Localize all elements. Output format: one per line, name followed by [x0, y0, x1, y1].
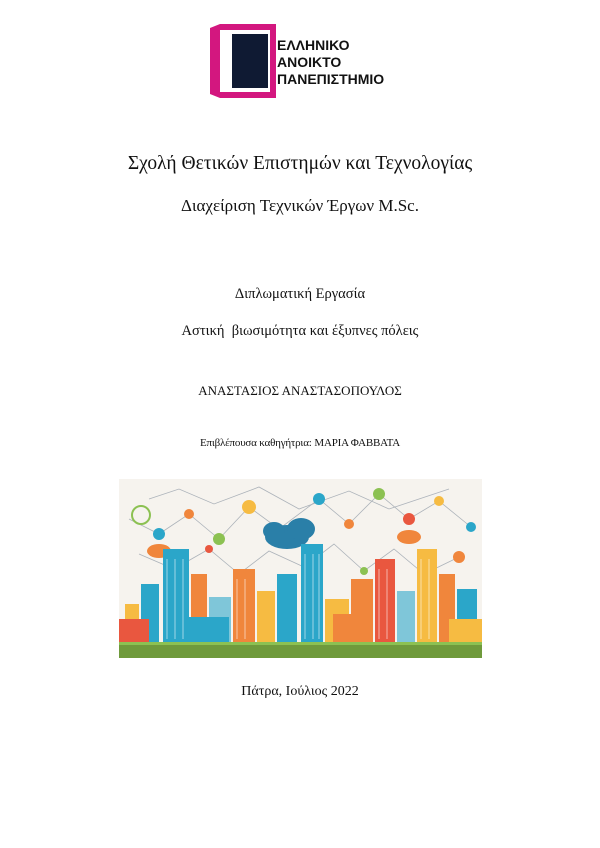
logo-line-2: ΑΝΟΙΚΤΟ — [277, 54, 342, 70]
place-and-date: Πάτρα, Ιούλιος 2022 — [241, 684, 359, 699]
logo-wordmark — [277, 37, 384, 88]
school-name: Σχολή Θετικών Επιστημών και Τεχνολογίας — [127, 153, 473, 174]
supervisor-label: Επιβλέπουσα καθηγήτρια: — [199, 437, 312, 449]
thesis-type: Διπλωματική Εργασία — [234, 286, 366, 302]
supervisor-name: ΜΑΡΙΑ ΦΑΒΒΑΤΑ — [314, 437, 401, 449]
supervisor-line — [0, 437, 600, 449]
program-name: Διαχείριση Τεχνικών Έργων M.Sc. — [181, 196, 419, 215]
logo-line-1: ΕΛΛΗΝΙΚΟ — [277, 37, 350, 53]
smart-city-skyline-icon — [119, 479, 482, 658]
smart-city-illustration — [119, 479, 482, 658]
author-name: ΑΝΑΣΤΑΣΙΟΣ ΑΝΑΣΤΑΣΟΠΟΥΛΟΣ — [198, 383, 402, 398]
logo-mark-icon — [208, 24, 278, 98]
thesis-title: Αστική βιωσιμότητα και έξυπνες πόλεις — [181, 323, 419, 339]
logo-line-3: ΠΑΝΕΠΙΣΤΗΜΙΟ — [277, 71, 385, 87]
